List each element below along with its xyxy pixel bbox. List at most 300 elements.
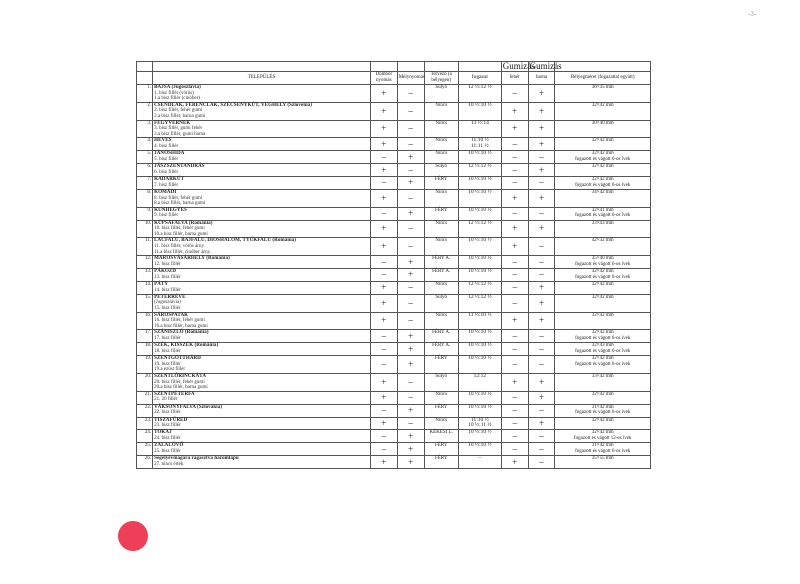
settlement-cell: [153, 443, 371, 456]
dombor-mark: +: [381, 376, 387, 387]
settlement-name: KOMÁDI: [154, 189, 177, 195]
row-number: 24.: [144, 430, 152, 436]
white-gum-mark: –: [512, 343, 517, 354]
perforation: 10 ½:10 ½: [468, 390, 492, 397]
settlement-name: SZENTPÉTERFA: [154, 391, 195, 397]
mely-cell: [397, 164, 424, 177]
white-gum-cell: [501, 189, 528, 207]
dombor-cell: [370, 343, 397, 356]
white-gum-cell: [501, 343, 528, 356]
variant-line: 11.a bisz fillér, cinóber árny.: [154, 249, 212, 255]
stamp-size: 32×42 mm: [591, 330, 614, 336]
designer-cell: [424, 391, 458, 404]
melynyomas-mark: –: [408, 164, 413, 175]
size-cell: [555, 256, 651, 269]
designer: FÉRY: [434, 207, 448, 213]
dombor-cell: [370, 189, 397, 207]
white-gum-mark: +: [512, 192, 518, 203]
designer: Sulyó: [435, 164, 448, 170]
perforation-cell: [458, 456, 501, 469]
size-note: fogazott és vágott 12-es ívek: [573, 435, 632, 441]
dombor-mark: –: [381, 405, 387, 416]
designer: FÉRY A.: [432, 343, 451, 349]
dombor-cell: [370, 256, 397, 269]
white-gum-mark: –: [512, 282, 517, 293]
settlement-name: PETERRÉVE: [154, 294, 186, 300]
melynyomas-mark: –: [408, 417, 413, 428]
stamp-size: 32×42 mm: [591, 430, 614, 436]
settlement-cell: [153, 330, 371, 343]
brown-gum-cell: [528, 456, 555, 469]
white-gum-cell: [501, 269, 528, 282]
brown-gum-cell: [528, 343, 555, 356]
dombor-mark: +: [381, 223, 387, 234]
variant-line: 10.a bisz fillér, barna gumi: [154, 231, 208, 237]
dombor-mark: –: [381, 443, 387, 454]
dombor-mark: –: [381, 177, 387, 188]
melynyomas-mark: +: [408, 343, 414, 354]
perforation: 11:10 ½: [470, 416, 489, 423]
perforation-cell: [458, 102, 501, 120]
stamp-size: 33×43 mm: [591, 220, 614, 226]
mely-cell: [397, 430, 424, 443]
header-melynyomas: Mélynyomás: [397, 72, 424, 85]
white-gum-mark: +: [512, 376, 518, 387]
dombor-mark: –: [381, 208, 387, 219]
white-gum-mark: –: [512, 392, 517, 403]
table-row: [137, 417, 651, 430]
brown-gum-cell: [528, 443, 555, 456]
stamp-size: 32×42 mm: [591, 417, 614, 423]
designer: Nincs: [435, 102, 448, 108]
white-gum-mark: –: [512, 430, 517, 441]
perforation: 10 ½:10 ½: [468, 268, 492, 275]
row-number-cell: [137, 456, 153, 469]
brown-gum-cell: [528, 151, 555, 164]
melynyomas-mark: –: [408, 223, 413, 234]
white-gum-cell: [501, 356, 528, 374]
dombor-cell: [370, 294, 397, 312]
row-number: 14.: [144, 281, 152, 287]
mely-cell: [397, 417, 424, 430]
brown-gum-mark: +: [538, 164, 545, 175]
white-gum-mark: +: [512, 123, 518, 134]
designer-cell: [424, 430, 458, 443]
settlement-cell: [153, 102, 371, 120]
variant-line: 1.a bisz fillér (cinóber): [154, 96, 200, 102]
perforation-cell: [458, 294, 501, 312]
dombor-cell: [370, 281, 397, 294]
stamp-size: 32×42 mm: [591, 269, 614, 275]
settlement-name: VÁKSONYFALVA (Szlovákia): [154, 404, 223, 410]
settlement-cell: [153, 294, 371, 312]
designer-cell: [424, 256, 458, 269]
white-gum-mark: –: [512, 443, 517, 454]
brown-gum-mark: +: [538, 87, 545, 98]
row-number-cell: [137, 220, 153, 238]
dombor-mark: +: [381, 164, 387, 175]
perforation: 10 ½:10 ½: [468, 329, 492, 336]
white-gum-cell: [501, 151, 528, 164]
stamp-size: 32×42 mm: [591, 177, 614, 183]
settlement-cell: [153, 373, 371, 391]
row-number-cell: [137, 189, 153, 207]
stamp-size: 32×41 mm: [591, 207, 614, 213]
melynyomas-mark: –: [408, 123, 413, 134]
dombor-mark: +: [381, 297, 387, 308]
dombor-mark: +: [381, 456, 387, 467]
designer-cell: [424, 330, 458, 343]
melynyomas-mark: +: [408, 359, 414, 370]
brown-gum-cell: [528, 430, 555, 443]
perforation: 10 ½:10 ½: [468, 150, 492, 157]
designer-cell: [424, 356, 458, 374]
mely-cell: [397, 356, 424, 374]
settlement-cell: [153, 151, 371, 164]
designer-cell: [424, 220, 458, 238]
white-gum-mark: –: [512, 417, 517, 428]
stamp-size: 32×43 mm: [591, 343, 614, 349]
brown-gum-mark: –: [539, 359, 544, 370]
header-row: [137, 72, 651, 85]
row-number: 25.: [144, 443, 152, 449]
row-number: 18.: [144, 343, 152, 349]
size-cell: [555, 189, 651, 207]
variant-line: 10. bisz fillér, fehér gumi: [154, 226, 205, 232]
size-cell: [555, 164, 651, 177]
designer-cell: [424, 443, 458, 456]
size-cell: [555, 356, 651, 374]
size-note: fogazott és vágott 6-os ívek: [575, 213, 631, 219]
dombor-cell: [370, 443, 397, 456]
perforation-cell: [458, 443, 501, 456]
white-gum-cell: [501, 312, 528, 330]
row-number-cell: [137, 343, 153, 356]
settlement-cell: [153, 256, 371, 269]
variant-line: (Jugoszlávia): [154, 300, 181, 306]
perforation-cell: [458, 356, 501, 374]
header-tervezo: Tervező (a bélyegen): [424, 72, 458, 85]
settlement-cell: [153, 343, 371, 356]
designer-cell: [424, 189, 458, 207]
brown-gum-cell: [528, 177, 555, 190]
row-number-cell: [137, 404, 153, 417]
dombor-cell: [370, 85, 397, 103]
variant-line: 7. bisz fillér: [154, 182, 179, 188]
settlement-name: Segélyévmagára ragasztva háromlapú: [154, 456, 239, 462]
white-gum-mark: –: [512, 208, 517, 219]
dombor-cell: [370, 120, 397, 138]
table-row: [137, 330, 651, 343]
designer-cell: [424, 120, 458, 138]
melynyomas-mark: –: [408, 87, 413, 98]
white-gum-mark: –: [512, 297, 517, 308]
dombor-mark: +: [381, 315, 387, 326]
perforation-alt: 10 ½:11 ½: [468, 422, 492, 429]
size-cell: [555, 220, 651, 238]
designer: FÉRY: [434, 356, 448, 362]
perforation: 10 ½:10 ½: [468, 429, 492, 436]
brown-gum-mark: –: [539, 208, 544, 219]
designer-cell: [424, 373, 458, 391]
size-note: fogazott és vágott 6-os ívek: [575, 361, 631, 367]
melynyomas-mark: +: [408, 177, 414, 188]
designer-cell: [424, 343, 458, 356]
designer: FÉRY: [434, 443, 448, 449]
settlement-cell: [153, 138, 371, 151]
mely-cell: [397, 312, 424, 330]
table-row: [137, 120, 651, 138]
designer: Sulyó: [435, 373, 448, 379]
size-cell: [555, 138, 651, 151]
melynyomas-mark: –: [408, 138, 413, 149]
variant-line: 20.a bisz fillér, barna gumi: [154, 385, 208, 391]
table-row: [137, 102, 651, 120]
settlement-cell: [153, 281, 371, 294]
white-gum-mark: +: [512, 456, 518, 467]
dombor-cell: [370, 430, 397, 443]
white-gum-cell: [501, 430, 528, 443]
variant-line: 19. bisz fillér: [154, 361, 181, 367]
settlement-cell: [153, 312, 371, 330]
row-number-cell: [137, 312, 153, 330]
white-gum-mark: +: [512, 223, 518, 234]
size-cell: [555, 102, 651, 120]
perforation: 12 ½:12 ½: [468, 280, 492, 287]
settlement-cell: [153, 269, 371, 282]
white-gum-cell: [501, 373, 528, 391]
brown-gum-cell: [528, 312, 555, 330]
size-note: fogazott és vágott 6-os ívek: [575, 410, 631, 416]
perforation: 10 ½:10 ½: [468, 188, 492, 195]
row-number: 23.: [144, 417, 152, 423]
mely-cell: [397, 120, 424, 138]
size-cell: [555, 312, 651, 330]
brown-gum-mark: +: [538, 223, 545, 234]
brown-gum-cell: [528, 373, 555, 391]
mely-cell: [397, 102, 424, 120]
designer: Nincs: [435, 312, 448, 318]
perforation: 11 ½:10 ½: [468, 311, 492, 318]
brown-gum-cell: [528, 391, 555, 404]
row-number: 1.: [147, 85, 152, 90]
mely-cell: [397, 207, 424, 220]
brown-gum-cell: [528, 269, 555, 282]
brown-gum-mark: –: [539, 456, 544, 467]
perforation: 10 ½:10 ½: [468, 237, 492, 244]
size-note: fogazott és vágott 6-os ívek: [575, 448, 631, 454]
mely-cell: [397, 256, 424, 269]
perforation-cell: [458, 343, 501, 356]
brown-gum-cell: [528, 220, 555, 238]
size-cell: [555, 207, 651, 220]
settlement-name: TOKAJ: [154, 430, 172, 436]
dombor-mark: +: [381, 192, 387, 203]
perforation-cell: [458, 85, 501, 103]
size-cell: [555, 120, 651, 138]
perforation: 12 ½:12 ½: [468, 84, 492, 90]
perforation-cell: [458, 189, 501, 207]
mely-cell: [397, 151, 424, 164]
brown-gum-cell: [528, 404, 555, 417]
variant-line: 14. bisz fillér: [154, 287, 181, 293]
designer: Nincs: [435, 220, 448, 226]
row-number-cell: [137, 269, 153, 282]
header-feher: fehér: [501, 72, 528, 85]
table-row: [137, 269, 651, 282]
brown-gum-mark: +: [538, 376, 545, 387]
table-row: [137, 443, 651, 456]
perforation-cell: [458, 281, 501, 294]
header-fogazat: fogazat: [458, 72, 501, 85]
variant-line: 1. bisz fillér (vörös): [154, 90, 194, 96]
variant-line: 22. bisz fillér: [154, 410, 181, 416]
dombor-cell: [370, 207, 397, 220]
perforation-cell: [458, 330, 501, 343]
table-row: [137, 238, 651, 256]
white-gum-cell: [501, 417, 528, 430]
size-cell: [555, 281, 651, 294]
white-gum-cell: [501, 281, 528, 294]
row-number-cell: [137, 281, 153, 294]
designer: Nincs: [435, 151, 448, 157]
melynyomas-mark: +: [408, 405, 414, 416]
table-row: [137, 281, 651, 294]
settlement-cell: [153, 207, 371, 220]
dombor-cell: [370, 177, 397, 190]
designer-cell: [424, 404, 458, 417]
dombor-mark: +: [381, 123, 387, 134]
brown-gum-cell: [528, 256, 555, 269]
row-number-cell: [137, 256, 153, 269]
melynyomas-mark: –: [408, 282, 413, 293]
melynyomas-mark: –: [408, 192, 413, 203]
perforation-cell: [458, 373, 501, 391]
variant-line: 16.a bisz fillér, barna gumi: [154, 323, 208, 329]
designer-cell: [424, 138, 458, 151]
designer: KÉKESI L.: [429, 430, 453, 436]
size-cell: [555, 269, 651, 282]
perforation-alt: 11:11 ½: [471, 142, 489, 149]
melynyomas-mark: +: [408, 269, 414, 280]
settlement-cell: [153, 356, 371, 374]
white-gum-cell: [501, 404, 528, 417]
variant-line: 3.a bisz fillér, gumi barna: [154, 131, 206, 137]
variant-line: 2. bisz fillér, fehér gumi: [154, 108, 203, 114]
row-number: 20.: [144, 373, 152, 379]
settlement-cell: [153, 430, 371, 443]
dombor-cell: [370, 404, 397, 417]
designer-cell: [424, 281, 458, 294]
settlement-name: SZENTLŐRINCKÁTA: [154, 373, 207, 379]
white-gum-mark: +: [512, 105, 518, 116]
stamp-size: 32×42 mm: [591, 356, 614, 362]
row-number-cell: [137, 85, 153, 103]
designer-cell: [424, 207, 458, 220]
designer: Nincs: [435, 138, 448, 144]
white-gum-mark: +: [512, 241, 518, 252]
settlement-name: JÁSZSZENTANDRÁS: [154, 164, 205, 170]
dombor-mark: +: [381, 241, 387, 252]
dombor-cell: [370, 102, 397, 120]
brown-gum-cell: [528, 189, 555, 207]
melynyomas-mark: +: [408, 208, 414, 219]
perforation: 10 ½:10 ½: [468, 101, 492, 108]
designer: FÉRY A.: [432, 256, 451, 262]
size-note: fogazott és vágott 6-os ívek: [575, 348, 631, 354]
variant-line: 21. 20 fillér: [154, 397, 178, 403]
white-gum-mark: –: [512, 405, 517, 416]
settlement-name: TISZAFÜRED: [154, 417, 188, 423]
brown-gum-mark: –: [539, 430, 544, 441]
settlement-name: SZENTGOTTHÁRD: [154, 356, 201, 362]
white-gum-mark: +: [512, 315, 518, 326]
perforation-cell: [458, 120, 501, 138]
variant-line: 8. bisz fillér, fehér gumi: [154, 195, 203, 201]
table-row: [137, 343, 651, 356]
table-row: [137, 373, 651, 391]
settlement-name: HEVES: [154, 138, 172, 144]
settlement-cell: [153, 120, 371, 138]
dombor-mark: –: [381, 359, 387, 370]
melynyomas-mark: +: [408, 330, 414, 341]
brown-gum-cell: [528, 417, 555, 430]
row-number: 7.: [147, 177, 152, 183]
settlement-cell: [153, 404, 371, 417]
stamp-size: 32×42 mm: [591, 102, 614, 108]
settlement-cell: [153, 177, 371, 190]
header-group-gumizas-1: Gumizás: [502, 61, 535, 71]
perforation: 10 ½:10 ½: [468, 342, 492, 349]
variant-line: 17. bisz fillér: [154, 335, 181, 341]
header-row-group: [137, 62, 651, 72]
size-note: fogazott és vágott 6-os ívek: [575, 182, 631, 188]
settlement-name: JÁNOSHIDA: [154, 151, 185, 157]
settlement-name: KUNHEGYES: [154, 207, 187, 213]
designer-cell: [424, 238, 458, 256]
settlement-name: BAJSA (Jugoszlávia): [154, 85, 201, 90]
brown-gum-mark: +: [538, 315, 545, 326]
designer: FÉRY: [434, 456, 448, 462]
perforation-cell: [458, 417, 501, 430]
stamp-size: 32×42 mm: [591, 138, 614, 144]
row-number: 6.: [147, 164, 152, 170]
stamp-size: 30×40 mm: [591, 120, 614, 126]
size-note: fogazott és vágott 6-os ívek: [575, 335, 631, 341]
settlement-name: ZALALÖVŐ: [154, 443, 184, 449]
white-gum-mark: –: [512, 269, 517, 280]
white-gum-cell: [501, 138, 528, 151]
brown-gum-mark: –: [539, 443, 544, 454]
stamp-size: 32×42 mm: [591, 281, 614, 287]
brown-gum-cell: [528, 207, 555, 220]
brown-gum-mark: –: [539, 269, 544, 280]
brown-gum-mark: –: [539, 405, 544, 416]
stamp-table: [136, 61, 651, 469]
perforation-cell: [458, 256, 501, 269]
table-row: [137, 177, 651, 190]
mely-cell: [397, 269, 424, 282]
table-row: [137, 207, 651, 220]
row-number-cell: [137, 164, 153, 177]
melynyomas-mark: –: [408, 392, 413, 403]
designer: FÉRY A.: [432, 330, 451, 336]
settlement-cell: [153, 189, 371, 207]
white-gum-cell: [501, 220, 528, 238]
row-number-cell: [137, 443, 153, 456]
melynyomas-mark: +: [408, 151, 414, 162]
dombor-cell: [370, 151, 397, 164]
